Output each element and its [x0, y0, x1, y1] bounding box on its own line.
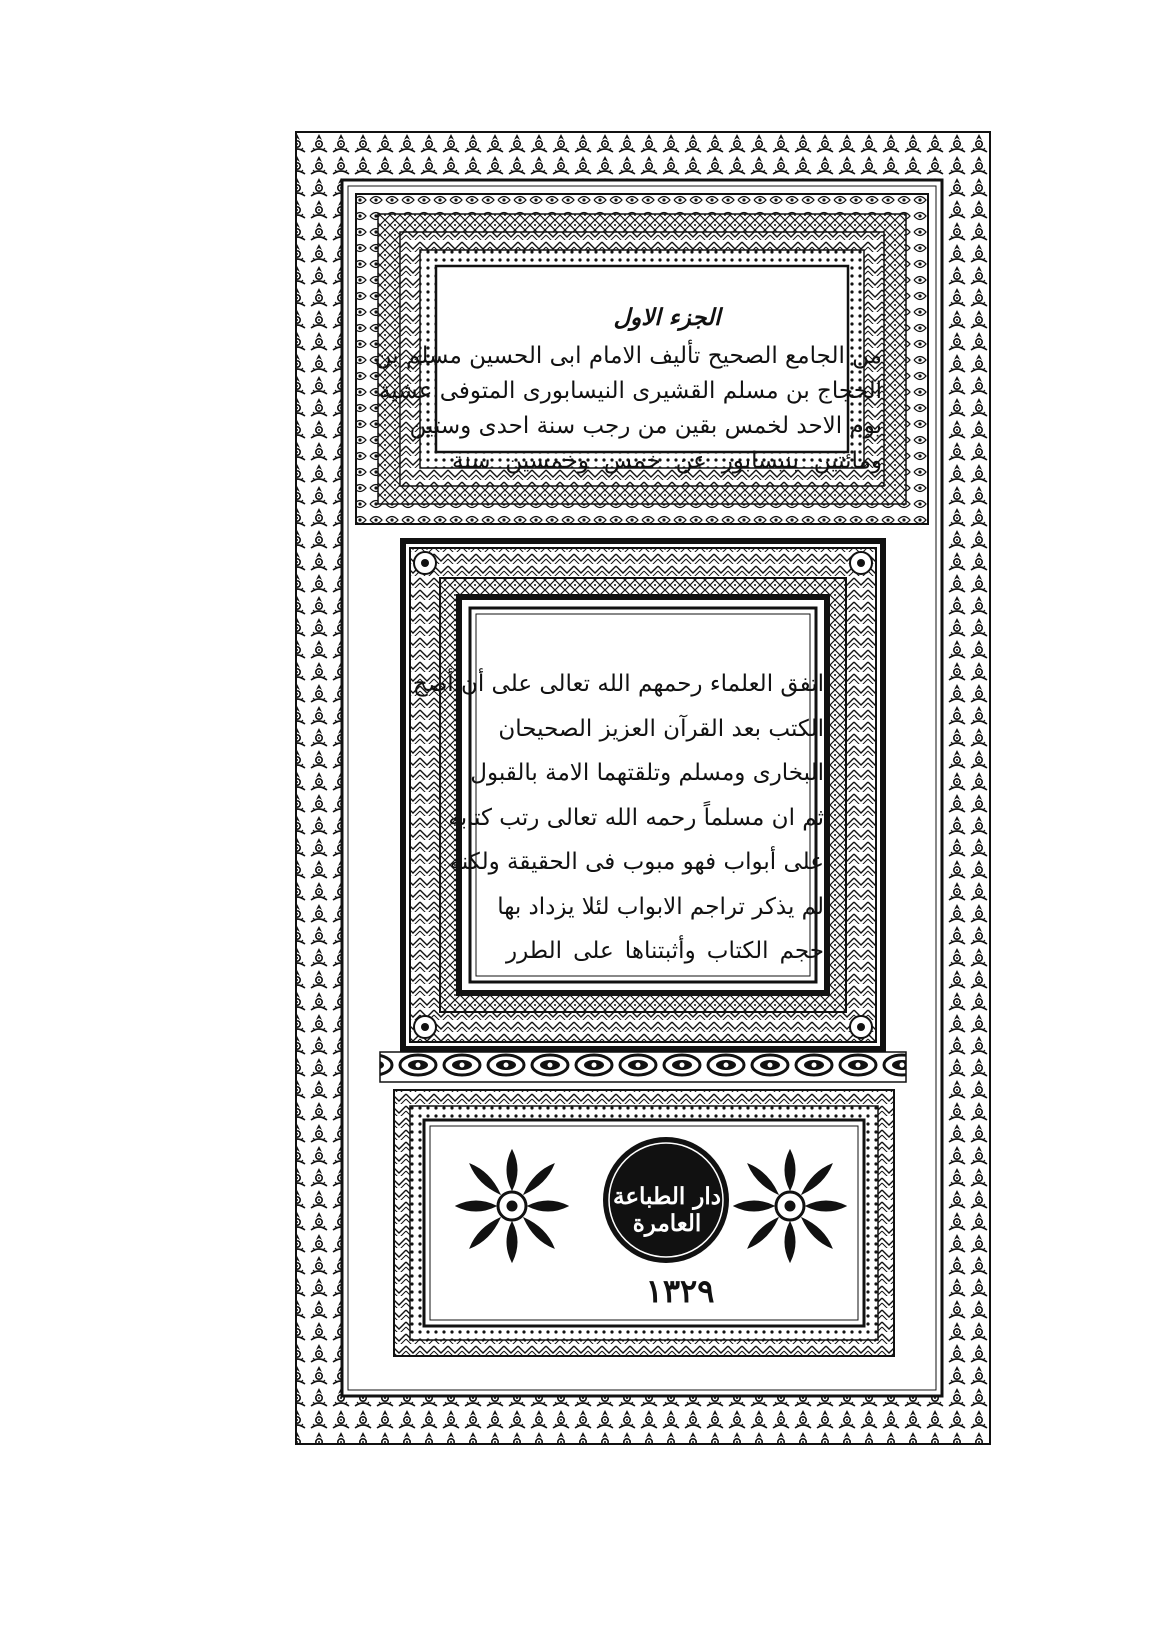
intro-line: الكتب بعد القرآن العزيز الصحيحان — [498, 715, 824, 742]
intro-box — [412, 662, 824, 974]
seal-line: العامرة — [632, 1210, 702, 1237]
intro-line: اتفق العلماء رحمهم الله تعالى على أن أصح — [412, 671, 824, 697]
intro-line: ثم ان مسلماً رحمه الله تعالى رتب كتابه — [448, 804, 824, 831]
title-line: يوم الاحد لخمس بقين من رجب سنة احدى وستين — [409, 413, 882, 439]
imprint-year: ١٣٢٩ — [645, 1272, 715, 1310]
title-box — [374, 300, 882, 479]
title-line: ومائتين بنيسابور عن خمس وخمسين سنة — [452, 448, 882, 474]
floral-ornament-right — [734, 1150, 846, 1262]
seal-line: دار الطباعة — [612, 1183, 721, 1210]
seal-text — [612, 1183, 722, 1237]
volume-heading: الجزء الاول — [613, 304, 721, 331]
intro-line: البخارى ومسلم وتلقتهما الامة بالقبول — [470, 760, 824, 786]
floral-ornament-left — [456, 1150, 568, 1262]
intro-line: على أبواب فهو مبوب فى الحقيقة ولكنه — [449, 849, 824, 875]
title-line: من الجامع الصحيح تأليف الامام ابى الحسين مسلم بن — [374, 343, 882, 369]
intro-line: حجم الكتاب وأثبتناها على الطرر — [506, 938, 824, 964]
intro-line: لم يذكر تراجم الابواب لئلا يزداد بها — [497, 893, 824, 920]
cable-divider — [380, 1052, 906, 1082]
title-line: الحجاج بن مسلم القشيرى النيسابورى المتوفى عشية — [378, 378, 882, 404]
